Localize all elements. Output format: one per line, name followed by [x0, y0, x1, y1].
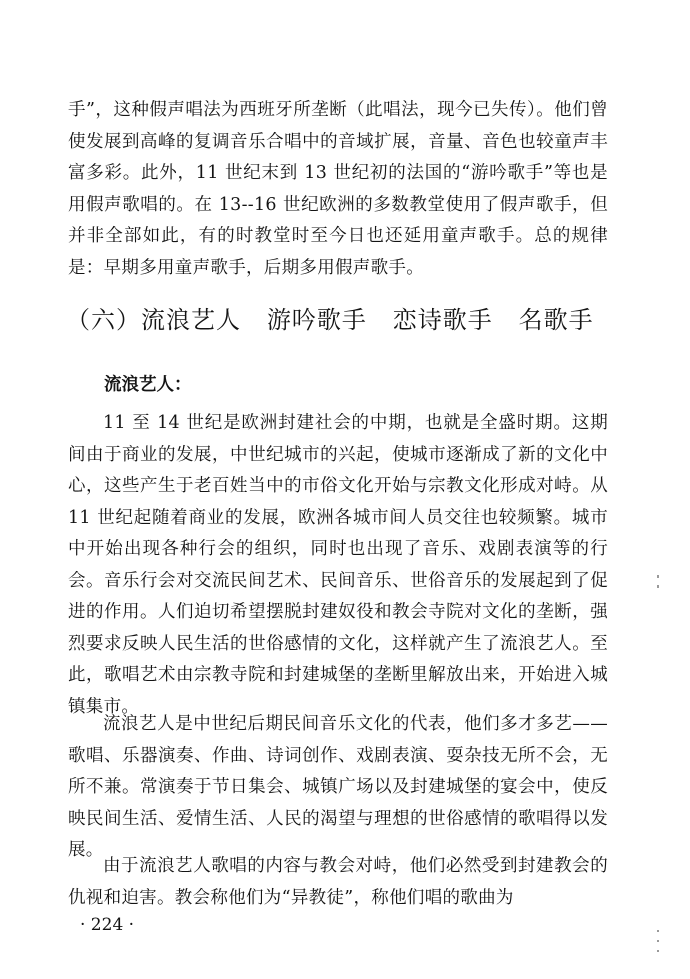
paragraph: 11 至 14 世纪是欧洲封建社会的中期，也就是全盛时期。这期间由于商业的发展，中世纪城市的兴起，使城市逐渐成了新的文化中心，这些产生于老百姓当中的市俗文化开始与宗教文化形成对峙。从 11 世纪起随着商业的发展，欧洲各城市间人员交往也较频繁。城市中开始出现各种行会的组织，同时也出现了音乐、戏剧表演等的行会。音乐行会对交流民间艺术、民间音乐、世俗音乐的发展起到了促进的作用。人们迫切希望摆脱封建奴役和教会寺院对文化的垄断，强烈要求反映人民生活的世俗感情的文化，这样就产生了流浪艺人。至此，歌唱艺术由宗教寺院和封建城堡的垄断里解放出来，开始进入城镇集市。 [68, 413, 608, 717]
scan-mark [657, 585, 659, 588]
scan-mark [657, 930, 659, 932]
paragraph: 由于流浪艺人歌唱的内容与教会对峙，他们必然受到封建教会的仇视和迫害。教会称他们为“异教徒”，称他们唱的歌曲为 [68, 856, 608, 908]
scan-mark [657, 940, 659, 942]
page-number: · 224 · [80, 915, 135, 935]
scan-mark [657, 575, 659, 578]
scan-mark [657, 950, 659, 952]
paragraph: 手”，这种假声唱法为西班牙所垄断（此唱法，现今已失传）。他们曾使发展到高峰的复调音乐合唱中的音域扩展，音量、音色也较童声丰富多彩。此外，11 世纪末到 13 世纪初的法国的“游吟歌手”等也是用假声歌唱的。在 13--16 世纪欧洲的多数教堂使用了假声歌手，但并非全部如此，有的时教堂时至今日也还延用童声歌手。总的规律是：早期多用童声歌手，后期多用假声歌手。 [68, 100, 608, 278]
subheading: 流浪艺人： [104, 375, 192, 395]
section-heading: （六）流浪艺人 游吟歌手 恋诗歌手 名歌手 [66, 306, 594, 334]
paragraph: 流浪艺人是中世纪后期民间音乐文化的代表，他们多才多艺——歌唱、乐器演奏、作曲、诗词创作、戏剧表演、耍杂技无所不会，无所不兼。常演奏于节日集会、城镇广场以及封建城堡的宴会中，使反映民间生活、爱情生活、人民的渴望与理想的世俗感情的歌唱得以发展。 [68, 714, 608, 860]
